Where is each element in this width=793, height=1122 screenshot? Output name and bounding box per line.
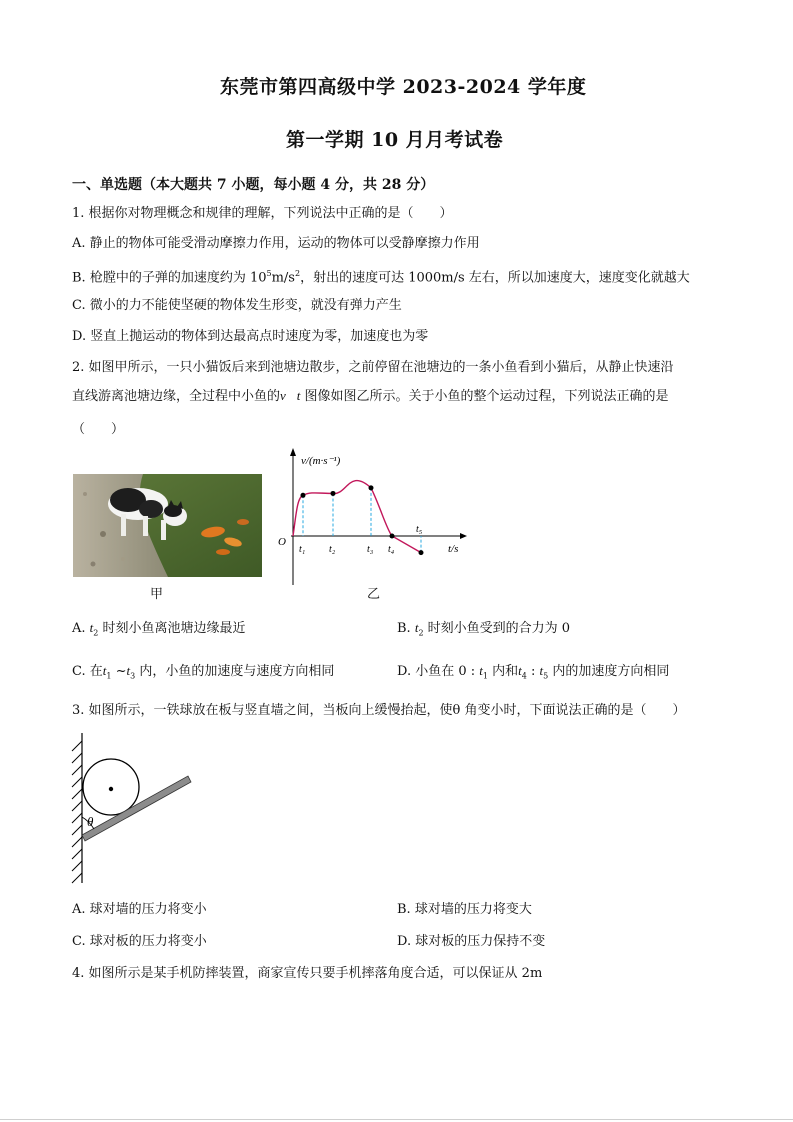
x-axis-label: t/s [448,543,459,555]
q3-option-d: D. 球对板的压力保持不变 [397,934,546,949]
q1-option-a: A. 静止的物体可能受滑动摩擦力作用，运动的物体可以受静摩擦力作用 [72,236,480,251]
q2-d-var3: t [539,663,544,678]
q2-d-var1: t [479,663,483,678]
q2-d-sub3: 5 [543,671,549,681]
origin-label: O [278,536,286,548]
q2-b-var: t [414,620,419,635]
vt-chart-svg [274,444,470,590]
tick-label-t3: t₃ [367,544,374,555]
q3-stem: 3. 如图所示，一铁球放在板与竖直墙之间，当板向上缓慢抬起，使θ 角变小时，下面说法正确的是（ ） [72,703,686,718]
q2-d-colon2: : [526,664,540,679]
q2-line2-post: 图像如图乙所示。关于小鱼的整个运动过程，下列说法正确的是 [300,389,669,404]
q2-d-sub2: 4 [521,671,527,681]
ball-center [109,787,113,791]
q2-b-pre: B. [397,621,415,636]
tick-label-t4: t₄ [388,544,395,555]
q2-option-a [72,618,246,644]
q2-line1: 2. 如图甲所示，一只小猫饭后来到池塘边散步，之前停留在池塘边的一条小鱼看到小猫后，从静止快速沿 [72,360,674,375]
q1-option-b [72,264,690,288]
q2-d-mid: 内和 [488,664,519,679]
q2-c-var2: t [126,663,131,678]
section-heading: 一、单选题（本大题共 7 小题，每小题 4 分，共 28 分） [72,177,435,193]
q2-d-post: 内的加速度方向相同 [548,664,670,679]
q4-stem: 4. 如图所示是某手机防摔装置，商家宣传只要手机摔落角度合适，可以保证从 2m [72,966,543,981]
q1-b-post: ，射出的速度可达 1000m/s 左右，所以加速度大，速度变化就越大 [300,270,690,286]
q2-b-post: 时刻小鱼受到的合力为 0 [423,621,571,636]
vt-curve [293,481,421,553]
y-axis-label: v/(m·s⁻¹) [301,455,341,467]
q2-c-pre: C. 在 [72,664,103,679]
q1-stem: 1. 根据你对物理概念和规律的理解，下列说法中正确的是（ ） [72,206,453,221]
q2-d-colon: : [466,664,480,679]
figure-ball-wall [70,733,200,885]
q2-c-sub2: 3 [130,671,136,681]
q2-option-b [397,618,570,644]
q2-d-pre: D. 小鱼在 [397,664,459,679]
point-t1 [301,493,306,498]
q2-d-var2: t [518,663,522,678]
figure-a-label: 甲 [150,587,164,602]
tick-label-t1: t₁ [299,544,306,555]
q2-a-sub: 2 [93,628,99,638]
q1-b-sup: 5 [266,269,272,278]
figure-vt-graph [274,444,470,590]
figure-cat-photo [73,474,262,577]
q2-b-sub: 2 [418,628,424,638]
figure-b-label: 乙 [367,587,381,602]
x-axis-arrow [460,533,467,539]
q3-option-a: A. 球对墙的压力将变小 [72,902,207,917]
q2-line3: （ ） [72,422,125,437]
q2-a-post: 时刻小鱼离池塘边缘最近 [98,621,246,636]
point-t4 [390,534,395,539]
point-t5 [419,550,424,555]
page-bottom-rule [0,1119,793,1120]
q3-option-b: B. 球对墙的压力将变大 [397,902,532,917]
q2-line2-pre: 直线游离池塘边缘，全过程中小鱼的 [72,389,281,404]
q1-option-c: C. 微小的力不能使坚硬的物体发生形变，就没有弹力产生 [72,298,402,313]
q2-c-post: 内，小鱼的加速度与速度方向相同 [135,664,335,679]
y-axis-arrow [290,448,296,456]
q2-option-d [397,661,669,687]
q2-a-pre: A. [72,621,90,636]
q2-line2-v: v [280,388,286,403]
q2-d-zero: 0 [458,664,467,679]
q2-d-sub1: 1 [482,671,489,681]
page-title-line2: 第一学期 10 月月考试卷 [286,129,504,151]
q2-line2-t: t [296,388,301,403]
q2-option-c [72,661,334,687]
wall-hatching [72,741,82,883]
point-t2 [331,491,336,496]
theta-label: θ [87,814,94,829]
point-t3 [369,485,374,490]
q2-a-var: t [89,620,94,635]
page-title-line1: 东莞市第四高级中学 2023-2024 学年度 [220,76,587,98]
q1-b-sup2: 2 [294,269,301,278]
q1-option-d: D. 竖直上抛运动的物体到达最高点时速度为零，加速度也为零 [72,329,429,344]
q2-line2-sep: − [285,389,297,404]
q1-b-mid: m/s [271,270,295,286]
cat-photo-svg [73,474,262,577]
tick-label-t2: t₂ [329,544,336,555]
q2-c-sub1: 1 [106,671,112,681]
q3-option-c: C. 球对板的压力将变小 [72,934,207,949]
ball-wall-svg [70,733,200,885]
q2-c-var1: t [102,663,107,678]
q1-b-pre: B. 枪膛中的子弹的加速度约为 10 [72,270,267,286]
q2-line2 [72,386,668,407]
q2-c-tilde: ~ [111,664,127,679]
tick-label-t5: t₅ [416,524,423,535]
